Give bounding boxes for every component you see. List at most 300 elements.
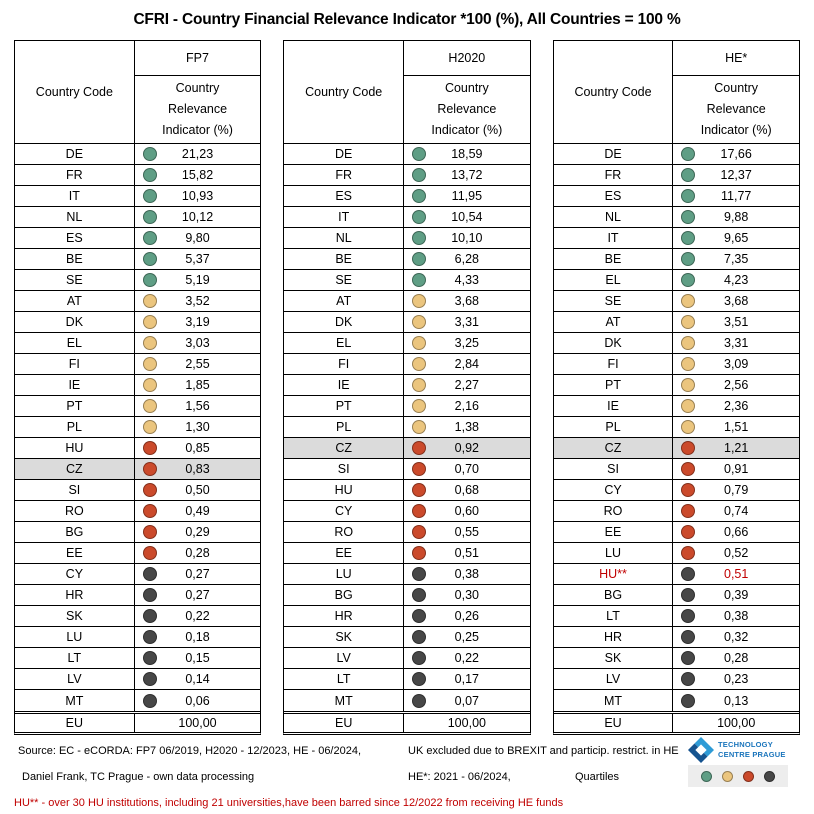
relevance-value: 6,28 xyxy=(454,252,480,266)
relevance-value: 0,28 xyxy=(724,651,749,665)
relevance-value-cell xyxy=(135,585,261,605)
country-code: AT xyxy=(15,291,135,311)
quartile-dot-q3 xyxy=(412,504,426,518)
quartile-dot-q2 xyxy=(681,357,695,371)
relevance-value-cell xyxy=(673,543,799,563)
relevance-value-cell xyxy=(673,417,799,437)
country-code: AT xyxy=(284,291,404,311)
country-code: RO xyxy=(15,501,135,521)
country-code: DE xyxy=(554,144,674,164)
author-note: Daniel Frank, TC Prague - own data processing xyxy=(22,771,255,783)
table-row xyxy=(554,564,799,585)
table-row xyxy=(554,354,799,375)
relevance-value-cell xyxy=(673,291,799,311)
quartile-dot-q1 xyxy=(681,168,695,182)
relevance-value: 0,38 xyxy=(724,609,749,623)
relevance-value-cell xyxy=(404,165,530,185)
quartile-dot-q4 xyxy=(143,588,157,602)
quartile-dot-q4 xyxy=(143,672,157,686)
table-row xyxy=(284,627,529,648)
quartile-dot-q1 xyxy=(412,273,426,287)
relevance-value: 3,68 xyxy=(454,294,480,308)
relevance-value-cell xyxy=(404,291,530,311)
relevance-value: 0,22 xyxy=(185,609,210,623)
table-row xyxy=(284,354,529,375)
header-right xyxy=(673,41,799,143)
country-code: SK xyxy=(554,648,674,668)
relevance-value: 1,21 xyxy=(724,441,749,455)
country-code: BG xyxy=(554,585,674,605)
quartile-dot-q2 xyxy=(681,399,695,413)
quartile-dot-q2 xyxy=(143,315,157,329)
country-code: ES xyxy=(15,228,135,248)
country-code: DE xyxy=(15,144,135,164)
relevance-value-cell xyxy=(135,207,261,227)
relevance-value-cell xyxy=(404,375,530,395)
relevance-value-cell xyxy=(135,606,261,626)
table-row xyxy=(554,165,799,186)
relevance-value: 3,09 xyxy=(724,357,749,371)
table-row xyxy=(284,165,529,186)
country-code: SE xyxy=(15,270,135,290)
table-row xyxy=(284,249,529,270)
quartile-dot-q1 xyxy=(681,252,695,266)
relevance-value-cell xyxy=(673,270,799,290)
relevance-value-cell xyxy=(404,333,530,353)
quartile-dot-q1 xyxy=(143,273,157,287)
relevance-value-cell xyxy=(673,144,799,164)
relevance-value-cell xyxy=(404,606,530,626)
country-code: SK xyxy=(284,627,404,647)
country-code: CY xyxy=(15,564,135,584)
table-row xyxy=(554,144,799,165)
table-row xyxy=(15,690,260,711)
quartile-dot-q4 xyxy=(681,630,695,644)
table-row xyxy=(554,522,799,543)
relevance-value-cell xyxy=(673,669,799,689)
quartile-dot-q3 xyxy=(412,462,426,476)
relevance-value-cell xyxy=(404,690,530,711)
relevance-value-cell xyxy=(135,690,261,711)
relevance-value: 0,32 xyxy=(724,630,749,644)
header-right xyxy=(135,41,261,143)
country-code: BG xyxy=(15,522,135,542)
relevance-value: 0,74 xyxy=(724,504,749,518)
quartile-dot-q1 xyxy=(143,231,157,245)
relevance-value-cell xyxy=(404,438,530,458)
relevance-value-cell xyxy=(135,228,261,248)
he-period-note: HE*: 2021 - 06/2024, xyxy=(408,771,511,783)
quartile-dot-q1 xyxy=(681,273,695,287)
table-row xyxy=(15,312,260,333)
quartile-dot-q2 xyxy=(681,294,695,308)
table-row xyxy=(15,501,260,522)
country-code: LU xyxy=(284,564,404,584)
quartile-dot-q1 xyxy=(143,189,157,203)
relevance-value-cell xyxy=(673,165,799,185)
quartile-dot-q2 xyxy=(412,336,426,350)
table-row xyxy=(284,606,529,627)
relevance-value: 4,33 xyxy=(454,273,480,287)
table-row xyxy=(15,165,260,186)
relevance-value: 10,54 xyxy=(451,210,483,224)
table-row xyxy=(554,396,799,417)
uk-exclusion-note: UK excluded due to BREXIT and particip. restrict. in HE xyxy=(408,745,679,757)
table-row xyxy=(554,417,799,438)
relevance-value-cell xyxy=(404,564,530,584)
country-code: FR xyxy=(554,165,674,185)
total-code: EU xyxy=(554,714,674,732)
relevance-value: 0,51 xyxy=(724,567,749,581)
relevance-value: 18,59 xyxy=(451,147,483,161)
table-row xyxy=(554,186,799,207)
legend-quartile-dot-q3 xyxy=(743,771,754,782)
relevance-value: 0,27 xyxy=(185,567,210,581)
relevance-value: 10,12 xyxy=(181,210,214,224)
table-row xyxy=(15,543,260,564)
relevance-value: 9,65 xyxy=(724,231,749,245)
relevance-value: 0,79 xyxy=(724,483,749,497)
quartile-dot-q1 xyxy=(681,231,695,245)
quartile-dot-q2 xyxy=(412,357,426,371)
relevance-value: 10,93 xyxy=(181,189,214,203)
relevance-value-cell xyxy=(673,249,799,269)
table-row xyxy=(284,690,529,711)
relevance-value-cell xyxy=(135,291,261,311)
relevance-value-cell xyxy=(135,144,261,164)
country-code: SI xyxy=(554,459,674,479)
relevance-value: 0,83 xyxy=(185,462,210,476)
relevance-value: 1,38 xyxy=(454,420,480,434)
relevance-value: 0,85 xyxy=(185,441,210,455)
relevance-value-cell xyxy=(673,501,799,521)
country-code: HR xyxy=(554,627,674,647)
legend-quartile-dot-q1 xyxy=(701,771,712,782)
relevance-value-cell xyxy=(404,228,530,248)
programme-header: H2020 xyxy=(404,41,530,76)
quartile-dot-q2 xyxy=(143,378,157,392)
relevance-value-cell xyxy=(404,543,530,563)
table-row xyxy=(284,312,529,333)
relevance-value: 10,10 xyxy=(451,231,483,245)
quartile-dot-q1 xyxy=(143,210,157,224)
relevance-value: 0,39 xyxy=(724,588,749,602)
relevance-value-cell xyxy=(673,522,799,542)
quartile-dot-q2 xyxy=(143,294,157,308)
relevance-value: 7,35 xyxy=(724,252,749,266)
table-row xyxy=(284,207,529,228)
table-row xyxy=(284,291,529,312)
country-code: BE xyxy=(15,249,135,269)
legend-quartile-dot-q4 xyxy=(764,771,775,782)
relevance-value-cell xyxy=(404,669,530,689)
quartile-dot-q3 xyxy=(412,441,426,455)
relevance-value-cell xyxy=(673,585,799,605)
relevance-value: 0,38 xyxy=(454,567,480,581)
relevance-value: 0,49 xyxy=(185,504,210,518)
relevance-value-cell xyxy=(673,480,799,500)
table-row xyxy=(15,564,260,585)
quartile-dot-q1 xyxy=(412,147,426,161)
relevance-value: 0,27 xyxy=(185,588,210,602)
table-row xyxy=(554,606,799,627)
table-row xyxy=(284,459,529,480)
relevance-value-cell xyxy=(404,480,530,500)
country-code: SI xyxy=(15,480,135,500)
quartile-dot-q3 xyxy=(412,525,426,539)
table-row xyxy=(554,270,799,291)
relevance-value-cell xyxy=(135,186,261,206)
country-code: HR xyxy=(284,606,404,626)
quartile-dot-q4 xyxy=(681,651,695,665)
country-code: BE xyxy=(284,249,404,269)
relevance-value-cell xyxy=(404,585,530,605)
relevance-value-cell xyxy=(404,354,530,374)
quartile-dot-q4 xyxy=(143,567,157,581)
relevance-value-cell xyxy=(673,375,799,395)
quartile-dot-q3 xyxy=(412,483,426,497)
country-code: PT xyxy=(284,396,404,416)
relevance-value-cell xyxy=(135,438,261,458)
relevance-value: 0,30 xyxy=(454,588,480,602)
column-header-indicator: Country Relevance Indicator (%) xyxy=(162,80,233,138)
quartile-dot-q1 xyxy=(143,168,157,182)
quartile-dot-q2 xyxy=(412,399,426,413)
quartile-dot-q2 xyxy=(412,315,426,329)
relevance-value-cell xyxy=(135,249,261,269)
quartile-dot-q2 xyxy=(143,357,157,371)
quartile-dot-q1 xyxy=(412,168,426,182)
relevance-value-cell xyxy=(673,606,799,626)
table-row xyxy=(15,228,260,249)
country-code: IE xyxy=(554,396,674,416)
relevance-value: 1,51 xyxy=(724,420,749,434)
relevance-value-cell xyxy=(673,333,799,353)
quartile-dot-q4 xyxy=(412,694,426,708)
relevance-value-cell xyxy=(404,270,530,290)
table-row xyxy=(15,249,260,270)
country-code: NL xyxy=(284,228,404,248)
country-code: LT xyxy=(284,669,404,689)
table-header xyxy=(284,41,529,144)
relevance-value: 5,19 xyxy=(185,273,210,287)
table-row xyxy=(15,207,260,228)
quartile-dot-q4 xyxy=(412,630,426,644)
country-code: MT xyxy=(554,690,674,711)
table-row xyxy=(554,333,799,354)
country-code: BE xyxy=(554,249,674,269)
quartile-dot-q4 xyxy=(143,651,157,665)
quartile-dot-q4 xyxy=(681,588,695,602)
relevance-value: 2,16 xyxy=(454,399,480,413)
table-row xyxy=(284,333,529,354)
relevance-value-cell xyxy=(135,522,261,542)
table-row xyxy=(284,396,529,417)
relevance-value-cell xyxy=(135,312,261,332)
relevance-value: 0,06 xyxy=(185,693,210,708)
country-code: RO xyxy=(554,501,674,521)
relevance-value: 2,36 xyxy=(724,399,749,413)
relevance-value-cell xyxy=(135,648,261,668)
relevance-value: 0,55 xyxy=(454,525,480,539)
relevance-value: 3,68 xyxy=(724,294,749,308)
column-header-country-code: Country Code xyxy=(15,41,135,143)
relevance-value: 1,30 xyxy=(185,420,210,434)
relevance-value-cell xyxy=(404,144,530,164)
header-right xyxy=(404,41,530,143)
quartile-dot-q3 xyxy=(143,441,157,455)
relevance-value: 0,28 xyxy=(185,546,210,560)
country-code: EE xyxy=(15,543,135,563)
table-row xyxy=(284,438,529,459)
quartile-dot-q3 xyxy=(143,525,157,539)
table-row xyxy=(554,291,799,312)
programme-header: HE* xyxy=(673,41,799,76)
quartile-dot-q1 xyxy=(412,189,426,203)
relevance-value-cell xyxy=(673,312,799,332)
relevance-value-cell xyxy=(135,375,261,395)
relevance-value: 0,22 xyxy=(454,651,480,665)
country-code: SK xyxy=(15,606,135,626)
country-code: DE xyxy=(284,144,404,164)
table-row xyxy=(284,648,529,669)
country-code: IT xyxy=(284,207,404,227)
country-code: IE xyxy=(15,375,135,395)
relevance-value: 2,56 xyxy=(724,378,749,392)
relevance-value-cell xyxy=(673,186,799,206)
table-he xyxy=(553,40,800,735)
total-code: EU xyxy=(284,714,404,732)
table-row xyxy=(15,522,260,543)
relevance-value: 2,55 xyxy=(185,357,210,371)
relevance-value-cell xyxy=(135,396,261,416)
relevance-value: 3,51 xyxy=(724,315,749,329)
table-row xyxy=(15,354,260,375)
relevance-value: 0,15 xyxy=(185,651,210,665)
quartile-dot-q3 xyxy=(143,546,157,560)
relevance-value-cell xyxy=(404,648,530,668)
quartile-dot-q3 xyxy=(143,504,157,518)
relevance-value: 0,60 xyxy=(454,504,480,518)
table-row xyxy=(284,186,529,207)
relevance-value: 3,31 xyxy=(454,315,480,329)
country-code: EL xyxy=(554,270,674,290)
relevance-value-cell xyxy=(135,501,261,521)
quartile-dot-q3 xyxy=(681,525,695,539)
country-code: LV xyxy=(15,669,135,689)
table-row xyxy=(15,291,260,312)
total-row xyxy=(554,711,799,732)
table-row xyxy=(15,333,260,354)
relevance-value-cell xyxy=(404,312,530,332)
source-note: Source: EC - eCORDA: FP7 06/2019, H2020 - 12/2023, HE - 06/2024, xyxy=(18,745,362,757)
country-code: IT xyxy=(554,228,674,248)
quartiles-label: Quartiles xyxy=(575,771,620,783)
country-code: PT xyxy=(554,375,674,395)
quartile-dot-q1 xyxy=(412,231,426,245)
country-code: IE xyxy=(284,375,404,395)
country-code: FI xyxy=(15,354,135,374)
table-row xyxy=(15,417,260,438)
table-row xyxy=(15,606,260,627)
table-fp7 xyxy=(14,40,261,735)
relevance-value: 11,95 xyxy=(451,189,483,203)
tc-prague-logo-icon xyxy=(688,737,714,763)
country-code: AT xyxy=(554,312,674,332)
table-row xyxy=(554,228,799,249)
relevance-value-cell xyxy=(135,333,261,353)
relevance-value: 0,51 xyxy=(454,546,480,560)
quartile-dot-q4 xyxy=(681,672,695,686)
relevance-value: 9,88 xyxy=(724,210,749,224)
quartile-dot-q1 xyxy=(412,210,426,224)
table-row xyxy=(284,543,529,564)
country-code: DK xyxy=(554,333,674,353)
relevance-value-cell xyxy=(673,564,799,584)
quartile-dot-q4 xyxy=(412,672,426,686)
country-code: SE xyxy=(284,270,404,290)
quartile-dot-q4 xyxy=(412,588,426,602)
relevance-value-cell xyxy=(404,207,530,227)
country-code: EE xyxy=(554,522,674,542)
country-code: FI xyxy=(554,354,674,374)
table-row xyxy=(554,480,799,501)
quartile-dot-q1 xyxy=(681,189,695,203)
relevance-value: 17,66 xyxy=(720,147,752,161)
relevance-value: 0,13 xyxy=(724,693,749,708)
relevance-value-cell xyxy=(673,648,799,668)
table-row xyxy=(554,312,799,333)
relevance-value: 0,14 xyxy=(185,672,210,686)
quartile-dot-q4 xyxy=(412,567,426,581)
relevance-value-cell xyxy=(673,627,799,647)
relevance-value-cell xyxy=(673,207,799,227)
table-body xyxy=(554,144,799,711)
country-code: LU xyxy=(15,627,135,647)
relevance-value: 4,23 xyxy=(724,273,749,287)
relevance-value-cell xyxy=(135,543,261,563)
country-code: LV xyxy=(284,648,404,668)
country-code: BG xyxy=(284,585,404,605)
column-header-country-code: Country Code xyxy=(284,41,404,143)
country-code: LT xyxy=(15,648,135,668)
country-code: PT xyxy=(15,396,135,416)
quartile-dot-q2 xyxy=(143,336,157,350)
quartile-dot-q1 xyxy=(412,252,426,266)
relevance-value: 0,29 xyxy=(185,525,210,539)
table-header xyxy=(15,41,260,144)
table-row xyxy=(284,228,529,249)
quartile-dot-q1 xyxy=(681,210,695,224)
quartile-dot-q3 xyxy=(412,546,426,560)
country-code: IT xyxy=(15,186,135,206)
relevance-value-cell xyxy=(404,249,530,269)
relevance-value: 2,27 xyxy=(454,378,480,392)
quartile-dot-q2 xyxy=(681,315,695,329)
table-body xyxy=(15,144,260,711)
country-code: HR xyxy=(15,585,135,605)
country-code: HU xyxy=(284,480,404,500)
quartile-dot-q4 xyxy=(681,609,695,623)
quartile-dot-q2 xyxy=(681,336,695,350)
relevance-value: 0,70 xyxy=(454,462,480,476)
table-row xyxy=(15,186,260,207)
country-code: FR xyxy=(284,165,404,185)
total-code: EU xyxy=(15,714,135,732)
programme-header: FP7 xyxy=(135,41,261,76)
relevance-value: 0,50 xyxy=(185,483,210,497)
table-row xyxy=(284,480,529,501)
